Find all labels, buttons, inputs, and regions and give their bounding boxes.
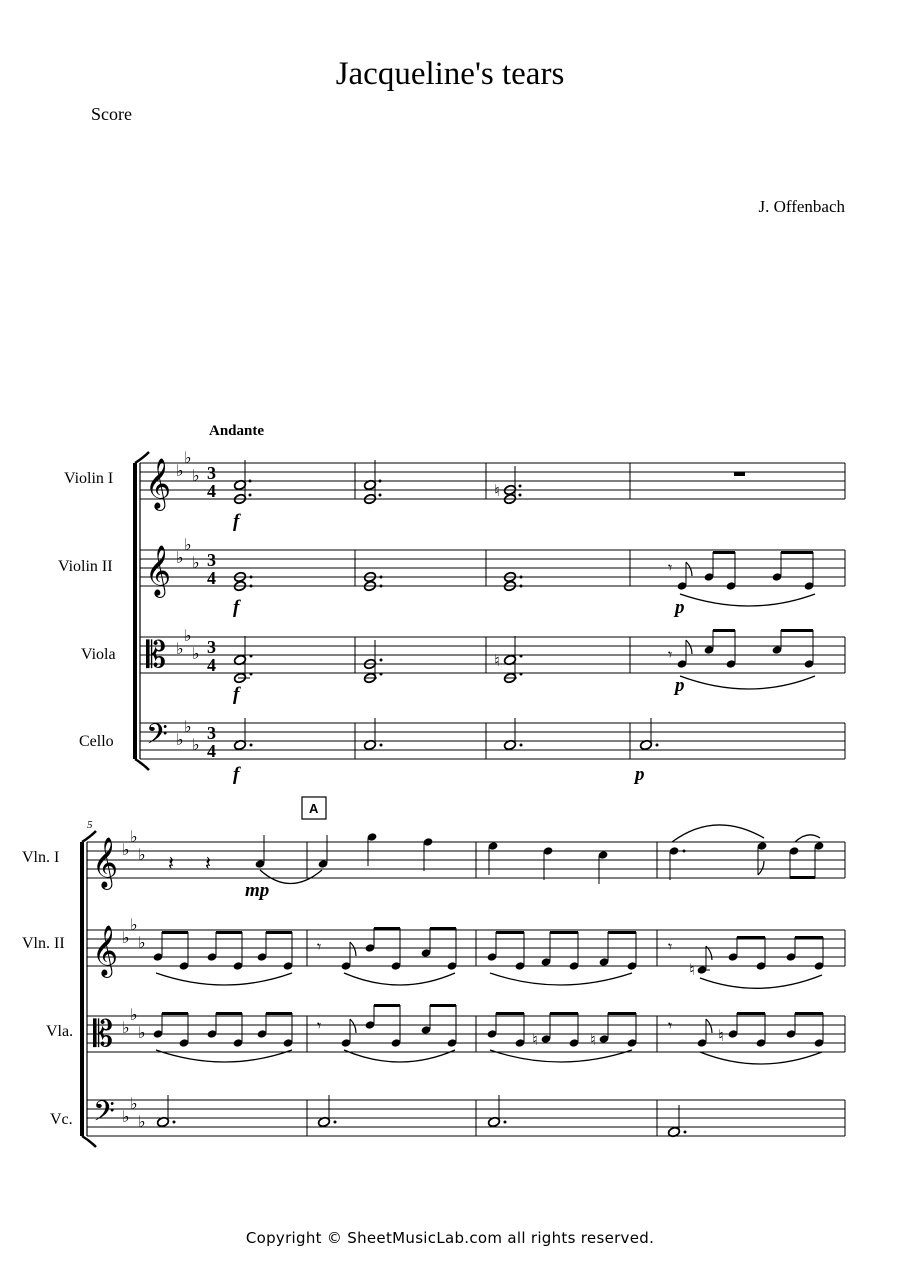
notes-violin-1 — [233, 460, 745, 505]
svg-text:♮: ♮ — [590, 1030, 596, 1049]
treble-clef-icon: 𝄞 — [145, 458, 172, 509]
svg-text:♭: ♭ — [192, 735, 200, 754]
svg-text:♮: ♮ — [494, 651, 500, 670]
svg-text:4: 4 — [207, 741, 216, 761]
svg-text:♭: ♭ — [138, 845, 146, 864]
svg-text:♮: ♮ — [532, 1030, 538, 1049]
rehearsal-mark: A — [309, 801, 319, 816]
svg-text:♭: ♭ — [176, 730, 184, 749]
staff-cello — [87, 1100, 845, 1136]
staff-violin-2 — [87, 930, 845, 966]
eighth-rest-icon: 𝄾 — [668, 558, 673, 577]
eighth-rest-icon: 𝄾 — [317, 1016, 322, 1035]
time-signature — [207, 463, 216, 761]
svg-text:♭: ♭ — [184, 717, 192, 736]
instrument-label-viola: Vla. — [46, 1023, 74, 1040]
alto-clef-icon: 𝄡 — [146, 635, 167, 676]
treble-clef-icon: 𝄞 — [92, 925, 119, 976]
instrument-label-violin-2: Violin II — [58, 558, 113, 575]
dynamic-forte: f — [233, 511, 240, 532]
eighth-rest-icon: 𝄾 — [668, 937, 673, 956]
svg-text:3: 3 — [207, 550, 216, 570]
svg-text:♭: ♭ — [122, 928, 130, 947]
eighth-rest-icon: 𝄾 — [668, 645, 673, 664]
score-title: Jacqueline's tears — [335, 56, 565, 92]
instrument-label-violin-2: Vln. II — [22, 935, 65, 952]
svg-text:3: 3 — [207, 637, 216, 657]
svg-text:♭: ♭ — [138, 933, 146, 952]
svg-text:♭: ♭ — [138, 1023, 146, 1042]
tempo-marking: Andante — [209, 423, 265, 439]
eighth-rest-icon: 𝄾 — [668, 1016, 673, 1035]
composer: J. Offenbach — [758, 197, 845, 216]
svg-text:♭: ♭ — [192, 553, 200, 572]
notes-viola — [233, 629, 815, 689]
key-signature-flats-icon — [122, 827, 146, 1131]
alto-clef-icon: 𝄡 — [93, 1014, 114, 1055]
bass-clef-icon: 𝄢 — [146, 718, 168, 758]
svg-text:♭: ♭ — [130, 1005, 138, 1024]
key-signature-flats-icon — [176, 448, 200, 754]
svg-text:♭: ♭ — [122, 1107, 130, 1126]
svg-text:♭: ♭ — [122, 1018, 130, 1037]
svg-text:♭: ♭ — [176, 639, 184, 658]
svg-text:♭: ♭ — [130, 1094, 138, 1113]
dynamic-piano: p — [635, 764, 645, 785]
quarter-rest-icon: 𝄽 — [168, 851, 175, 875]
barlines-system-2 — [307, 842, 845, 1136]
dynamic-piano: p — [675, 675, 685, 696]
notes-cello — [156, 1095, 686, 1138]
staff-violin-2 — [140, 550, 845, 586]
bass-clef-icon: 𝄢 — [93, 1095, 115, 1135]
instrument-label-cello: Cello — [79, 733, 114, 750]
staff-cello — [140, 723, 845, 759]
system-2 — [22, 797, 845, 1147]
dynamic-forte: f — [233, 597, 240, 618]
svg-text:4: 4 — [207, 568, 216, 588]
svg-text:♭: ♭ — [184, 448, 192, 467]
svg-text:3: 3 — [207, 723, 216, 743]
treble-clef-icon: 𝄞 — [145, 545, 172, 596]
instrument-label-viola: Viola — [81, 646, 116, 663]
score-subtitle: Score — [91, 104, 132, 124]
svg-text:4: 4 — [207, 655, 216, 675]
instrument-label-violin-1: Vln. I — [22, 849, 60, 866]
copyright-footer: Copyright © SheetMusicLab.com all rights reserved. — [245, 1229, 655, 1247]
svg-text:♭: ♭ — [130, 827, 138, 846]
svg-text:♭: ♭ — [130, 915, 138, 934]
eighth-rest-icon: 𝄾 — [317, 937, 322, 956]
dynamic-mezzo-piano: mp — [245, 880, 270, 901]
svg-text:♭: ♭ — [176, 548, 184, 567]
dynamic-forte: f — [233, 764, 240, 785]
staff-violin-1 — [87, 842, 845, 878]
svg-text:♭: ♭ — [138, 1112, 146, 1131]
whole-rest-icon — [734, 472, 745, 476]
svg-text:♭: ♭ — [184, 626, 192, 645]
staff-viola — [140, 637, 845, 673]
svg-text:♭: ♭ — [192, 644, 200, 663]
staff-violin-1 — [140, 463, 845, 499]
svg-text:♭: ♭ — [184, 535, 192, 554]
svg-text:♭: ♭ — [192, 466, 200, 485]
notes-violin-1 — [168, 825, 824, 884]
treble-clef-icon: 𝄞 — [92, 837, 119, 888]
svg-text:♭: ♭ — [176, 461, 184, 480]
system-1 — [58, 423, 845, 785]
barlines-system-1 — [355, 463, 845, 759]
notes-violin-2 — [153, 927, 825, 988]
instrument-label-violin-1: Violin I — [64, 470, 114, 487]
dynamic-piano: p — [675, 597, 685, 618]
svg-text:♮: ♮ — [718, 1026, 724, 1045]
instrument-label-cello: Vc. — [50, 1111, 73, 1128]
measure-number: 5 — [87, 819, 93, 831]
svg-text:3: 3 — [207, 463, 216, 483]
svg-text:♮: ♮ — [689, 960, 695, 979]
dynamic-forte: f — [233, 684, 240, 705]
quarter-rest-icon: 𝄽 — [205, 851, 212, 875]
svg-text:♭: ♭ — [122, 840, 130, 859]
svg-text:♮: ♮ — [494, 481, 500, 500]
svg-text:4: 4 — [207, 481, 216, 501]
